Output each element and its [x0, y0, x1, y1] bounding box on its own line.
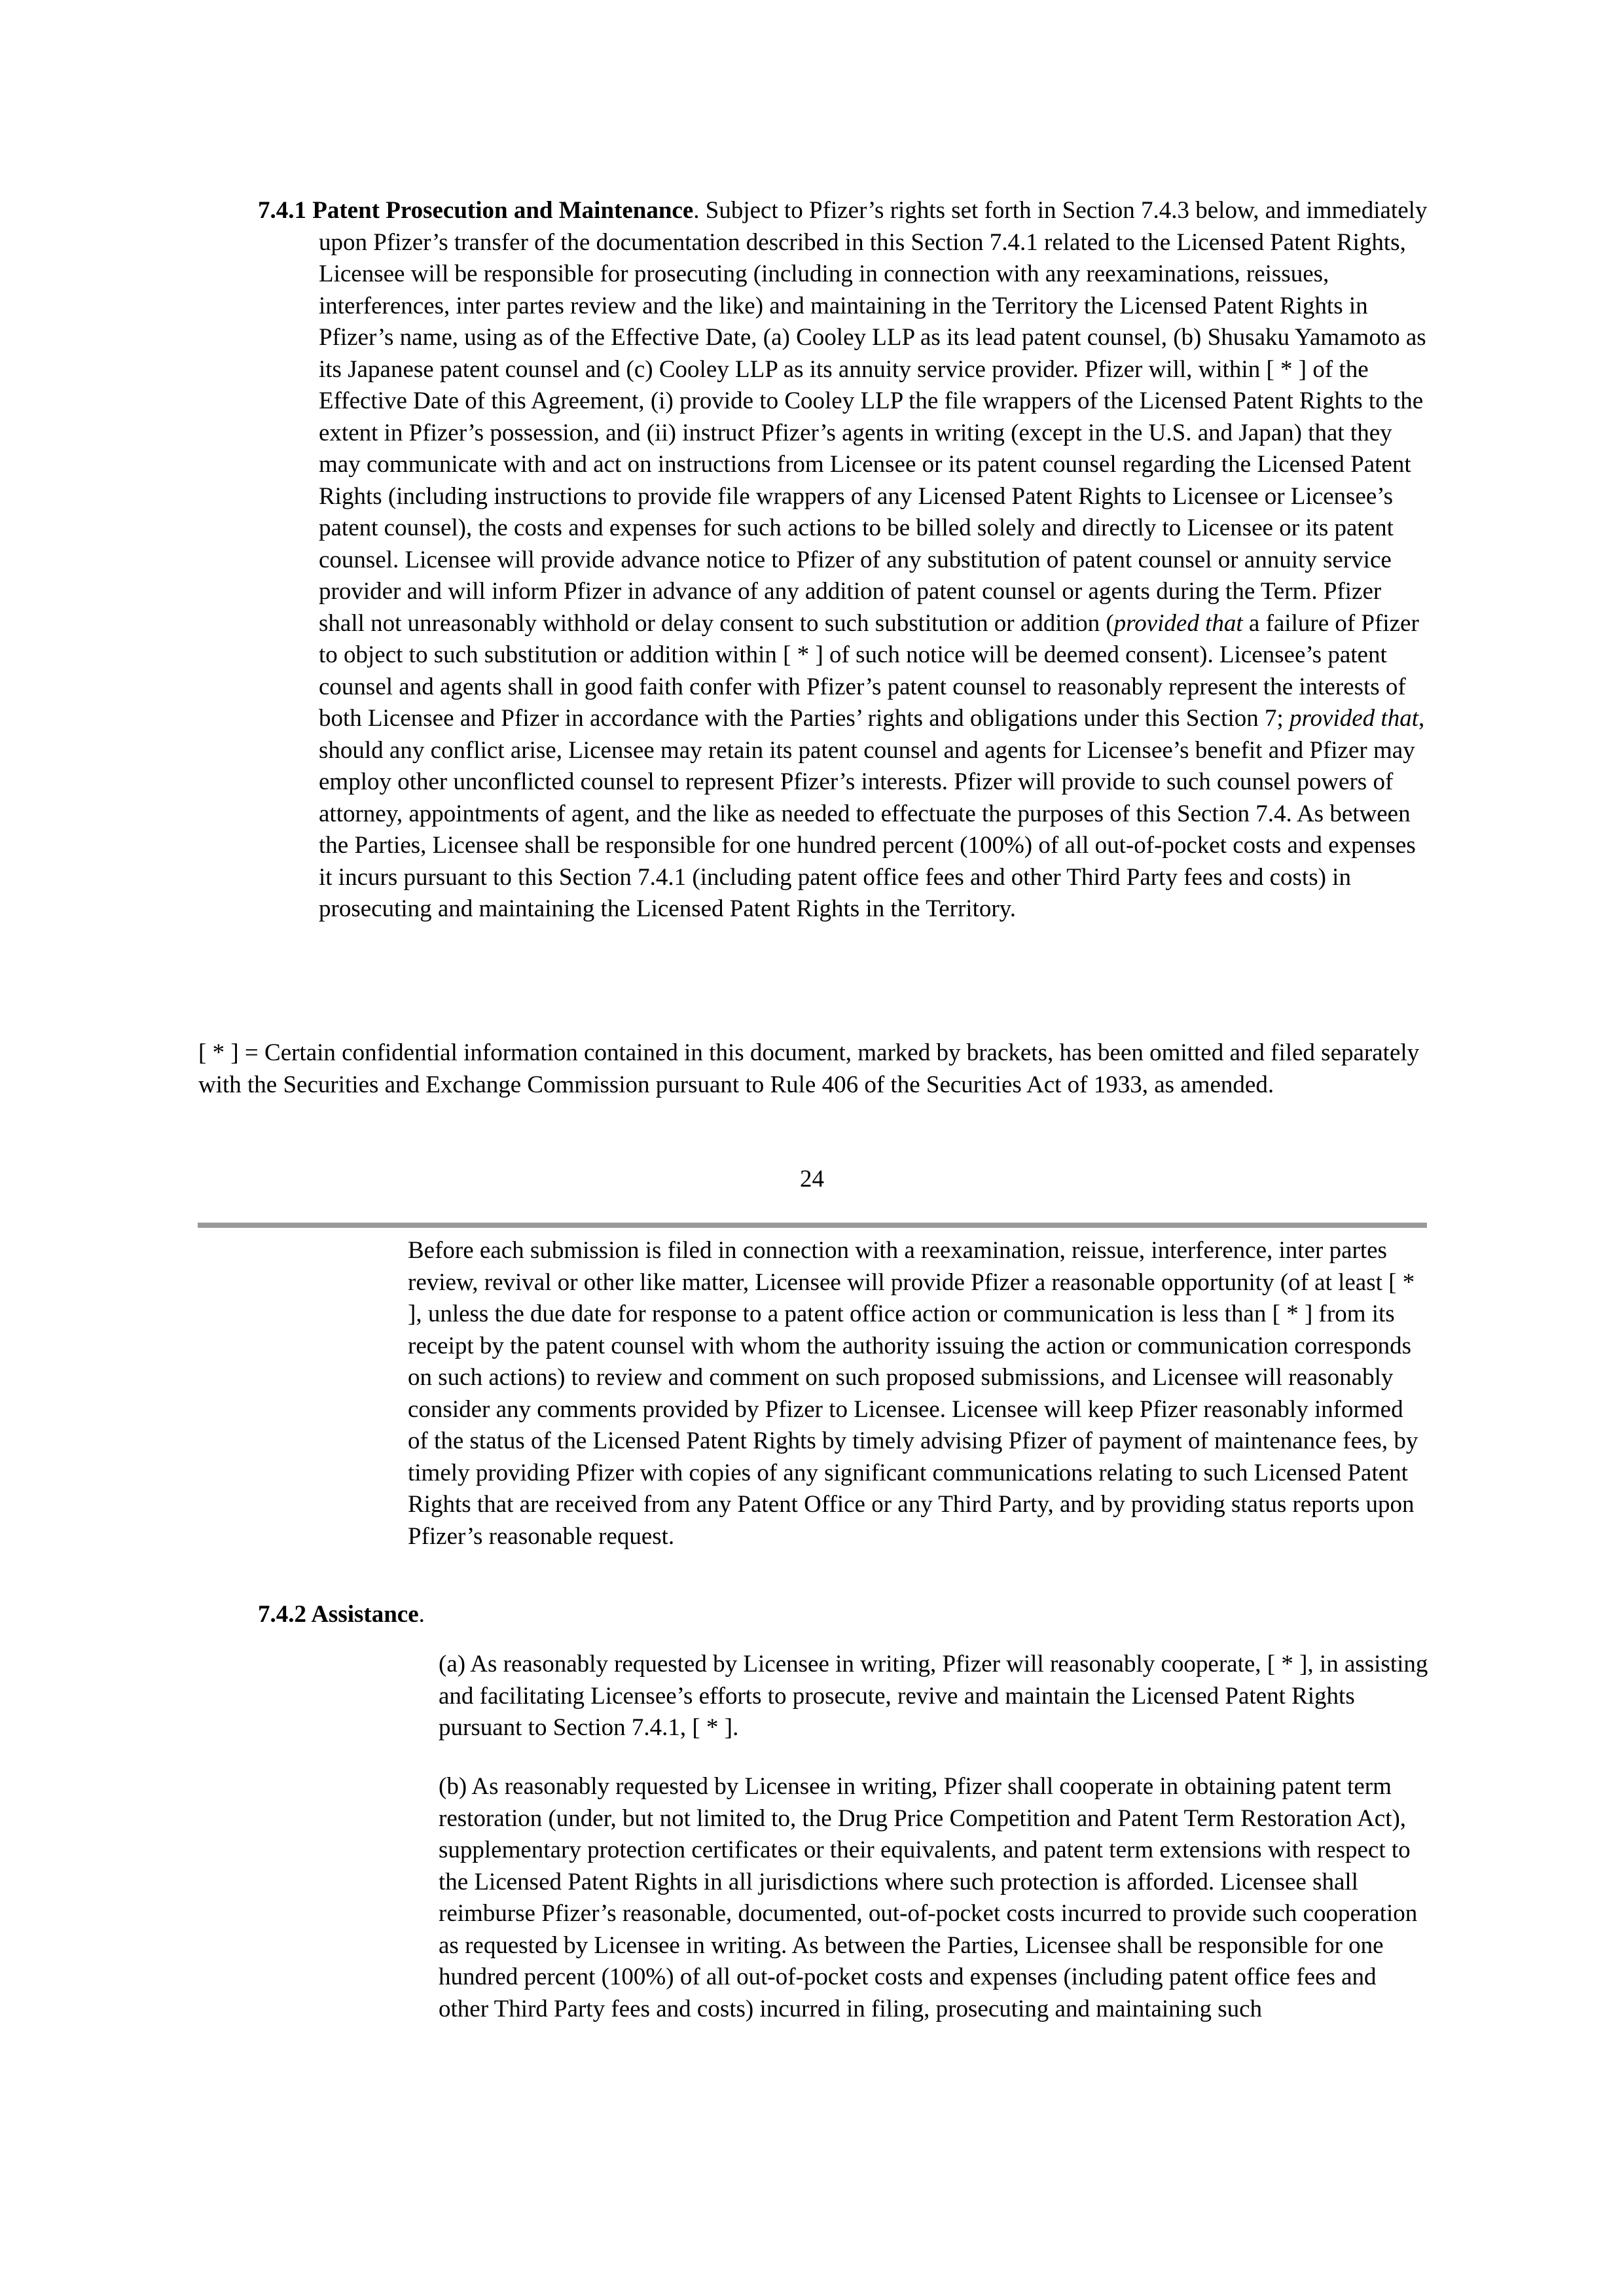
section-7-4-1-proviso-2: provided that [1290, 705, 1418, 732]
section-7-4-1-text-part-1: . Subject to Pfizer’s rights set forth in Section 7.4.3 below, and immediately upon Pfizer’s transfer of the documentation described in this Section 7.4.1 related to the Licensed Patent Rights, Licensee will be responsible for prosecuting (including in connection with any reexaminations, reissues, interferences, inter partes review and the like) and maintaining in the Territory the Licensed Patent Rights in Pfizer’s name, using as of the Effective Date, (a) Cooley LLP as its lead patent counsel, (b) Shusaku Yamamoto as its Japanese patent counsel and (c) Cooley LLP as its annuity service provider. Pfizer will, within [ * ] of the Effective Date of this Agreement, (i) provide to Cooley LLP the file wrappers of the Licensed Patent Rights to the extent in Pfizer’s possession, and (ii) instruct Pfizer’s agents in writing (except in the U.S. and Japan) that they may communicate with and act on instructions from Licensee or its patent counsel regarding the Licensed Patent Rights (including instructions to provide file wrappers of any Licensed Patent Rights to Licensee or Licensee’s patent counsel), the costs and expenses for such actions to be billed solely and directly to Licensee or its patent counsel. Licensee will provide advance notice to Pfizer of any substitution of patent counsel or annuity service provider and will inform Pfizer in advance of any addition of patent counsel or agents during the Term. Pfizer shall not unreasonably withhold or delay consent to such substitution or addition ( [319, 197, 1428, 637]
section-7-4-2-item-a: (a) As reasonably requested by Licensee in writing, Pfizer will reasonably cooperate, [ * ], in assisting and facilitating Licensee’s efforts to prosecute, revive and maintain the Licensed Patent Rights pursuant to Section 7.4.1, [ * ]. [439, 1651, 1428, 1741]
section-7-4-1-title: Patent Prosecution and Maintenance [312, 197, 694, 224]
section-7-4-2-heading [258, 1599, 782, 1631]
section-7-4-1-number: 7.4.1 [258, 197, 306, 224]
confidentiality-footnote: [ * ] = Certain confidential information contained in this document, marked by brackets, has been omitted and filed separately with the Securities and Exchange Commission pursuant to Rule 406 of the Securities Act of 1933, as amended. [198, 1039, 1420, 1098]
section-7-4-1-text-part-3: , should any conflict arise, Licensee may retain its patent counsel and agents for Licensee’s benefit and Pfizer may employ other unconflicted counsel to represent Pfizer’s interests. Pfizer will provide to such counsel powers of attorney, appointments of agent, and the like as needed to effectuate the purposes of this Section 7.4. As between the Parties, Licensee shall be responsible for one hundred percent (100%) of all out-of-pocket costs and expenses it incurs pursuant to this Section 7.4.1 (including patent office fees and other Third Party fees and costs) in prosecuting and maintaining the Licensed Patent Rights in the Territory. [319, 705, 1425, 922]
section-7-4-1-text-part-2: a failure of Pfizer to object to such substitution or addition within [ * ] of such notice will be deemed consent). Licensee’s patent counsel and agents shall in good faith confer with Pfizer’s patent counsel to reasonably represent the interests of both Licensee and Pfizer in accordance with the Parties’ rights and obligations under this Section 7; [319, 609, 1419, 732]
section-7-4-1-proviso-1: provided that [1113, 609, 1243, 637]
section-7-4-2-item-b: (b) As reasonably requested by Licensee in writing, Pfizer shall cooperate in obtaining patent term restoration (under, but not limited to, the Drug Price Competition and Patent Term Restoration Act), supplementary protection certificates or their equivalents, and patent term extensions with respect to the Licensed Patent Rights in all jurisdictions where such protection is afforded. Licensee shall reimburse Pfizer’s reasonable, documented, out-of-pocket costs incurred to provide such cooperation as requested by Licensee in writing. As between the Parties, Licensee shall be responsible for one hundred percent (100%) of all out-of-pocket costs and expenses (including patent office fees and other Third Party fees and costs) incurred in filing, prosecuting and maintaining such [439, 1773, 1418, 2022]
section-7-4-2-title-period: . [418, 1601, 425, 1628]
page-divider [198, 1223, 1427, 1228]
page-number: 24 [800, 1166, 824, 1193]
submission-review-paragraph: Before each submission is filed in connection with a reexamination, reissue, interference, inter partes review, revival or other like matter, Licensee will provide Pfizer a reasonable opportunity (of at least [ * ], unless the due date for response to a patent office action or communication is less than [ * ] from its receipt by the patent counsel with whom the authority issuing the action or communication corresponds on such actions) to review and comment on such proposed submissions, and Licensee will reasonably consider any comments provided by Pfizer to Licensee. Licensee will keep Pfizer reasonably informed of the status of the Licensed Patent Rights by timely advising Pfizer of payment of maintenance fees, by timely providing Pfizer with copies of any significant communications relating to such Licensed Patent Rights that are received from any Patent Office or any Third Party, and by providing status reports upon Pfizer’s reasonable request. [408, 1237, 1418, 1550]
section-7-4-2-title: 7.4.2 Assistance [258, 1601, 419, 1628]
section-7-4-1-paragraph [258, 195, 1430, 925]
